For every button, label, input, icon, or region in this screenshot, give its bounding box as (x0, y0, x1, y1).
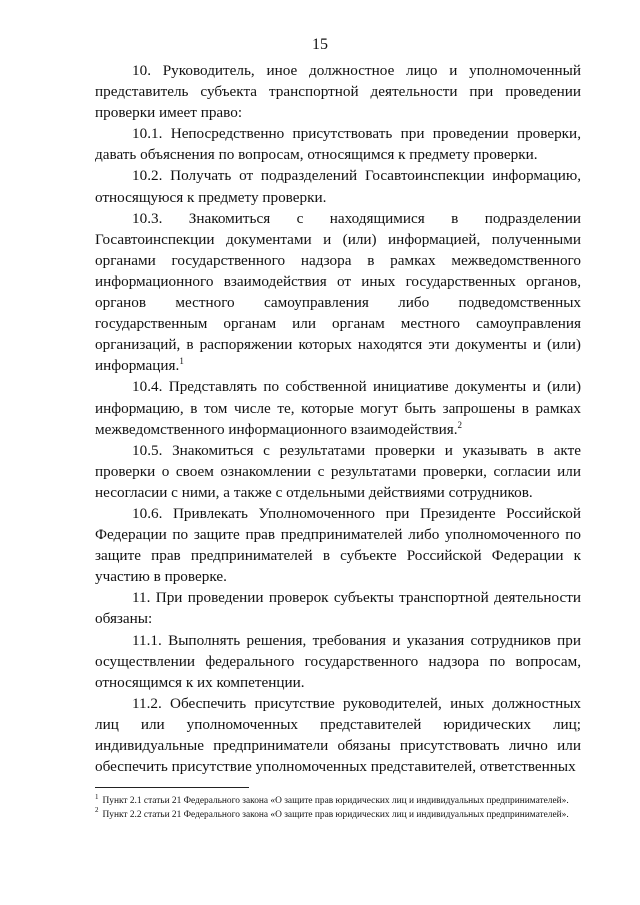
footnote-mark-1: 1 (95, 792, 99, 801)
paragraph-10-3: 10.3. Знакомиться с находящимися в подразделении Госавтоинспекции документами и (или) информацией, полученными органами государственного надзора в рамках межведомственного информационного взаимодействия от иных государственных органов, органов местного самоуправления либо подведомственных государственным органам или органам местного самоуправления организаций, в распоряжении которых находятся эти документы и (или) информация.$^1$ (95, 209, 581, 375)
footnote-mark-2: 2 (95, 806, 99, 815)
paragraph-10: 10. Руководитель, иное должностное лицо и уполномоченный представитель субъекта транспортной деятельности при проведении проверки имеет право: (95, 62, 581, 122)
paragraph-11-1: 11.1. Выполнять решения, требования и указания сотрудников при осуществлении федерального государственного надзора по вопросам, относящимся к их компетенции. (95, 631, 581, 691)
document-body (95, 60, 581, 777)
paragraph-10-4: 10.4. Представлять по собственной инициативе документы и (или) информацию, в том числе те, которые могут быть запрошены в рамках межведомственного информационного взаимодействия.$^2$ (95, 378, 581, 438)
paragraph-10-6: 10.6. Привлекать Уполномоченного при Президенте Российской Федерации по защите прав предпринимателей либо уполномоченного по защите прав предпринимателей в субъекте Российской Федерации к участию в проверке. (95, 504, 581, 586)
page-number: 15 (312, 36, 328, 53)
footnotes (95, 792, 581, 822)
footnote-separator (95, 787, 249, 788)
paragraph-10-1: 10.1. Непосредственно присутствовать при проведении проверки, давать объяснения по вопросам, относящимся к предмету проверки. (95, 125, 581, 164)
paragraph-10-2: 10.2. Получать от подразделений Госавтоинспекции информацию, относящуюся к предмету проверки. (95, 167, 581, 206)
footnote-2: $^2$ Пункт 2.2 статьи 21 Федерального закона «О защите прав юридических лиц и индивидуальных предпринимателей». (95, 806, 569, 820)
paragraph-11-2: 11.2. Обеспечить присутствие руководителей, иных должностных лиц или уполномоченных представителей юридических лиц; индивидуальные предприниматели обязаны присутствовать лично или обеспечить присутствие уполномоченных представителей, ответственных (95, 694, 581, 776)
paragraph-10-5: 10.5. Знакомиться с результатами проверки и указывать в акте проверки о своем ознакомлении с результатами проверки, согласии или несогласии с ними, а также с отдельными действиями сотрудников. (95, 441, 581, 501)
footnote-ref-2: 2 (457, 419, 463, 430)
footnote-1: $^1$ Пункт 2.1 статьи 21 Федерального закона «О защите прав юридических лиц и индивидуальных предпринимателей». (95, 792, 569, 806)
footnote-ref-1: 1 (179, 356, 184, 367)
paragraph-11: 11. При проведении проверок субъекты транспортной деятельности обязаны: (95, 589, 581, 628)
